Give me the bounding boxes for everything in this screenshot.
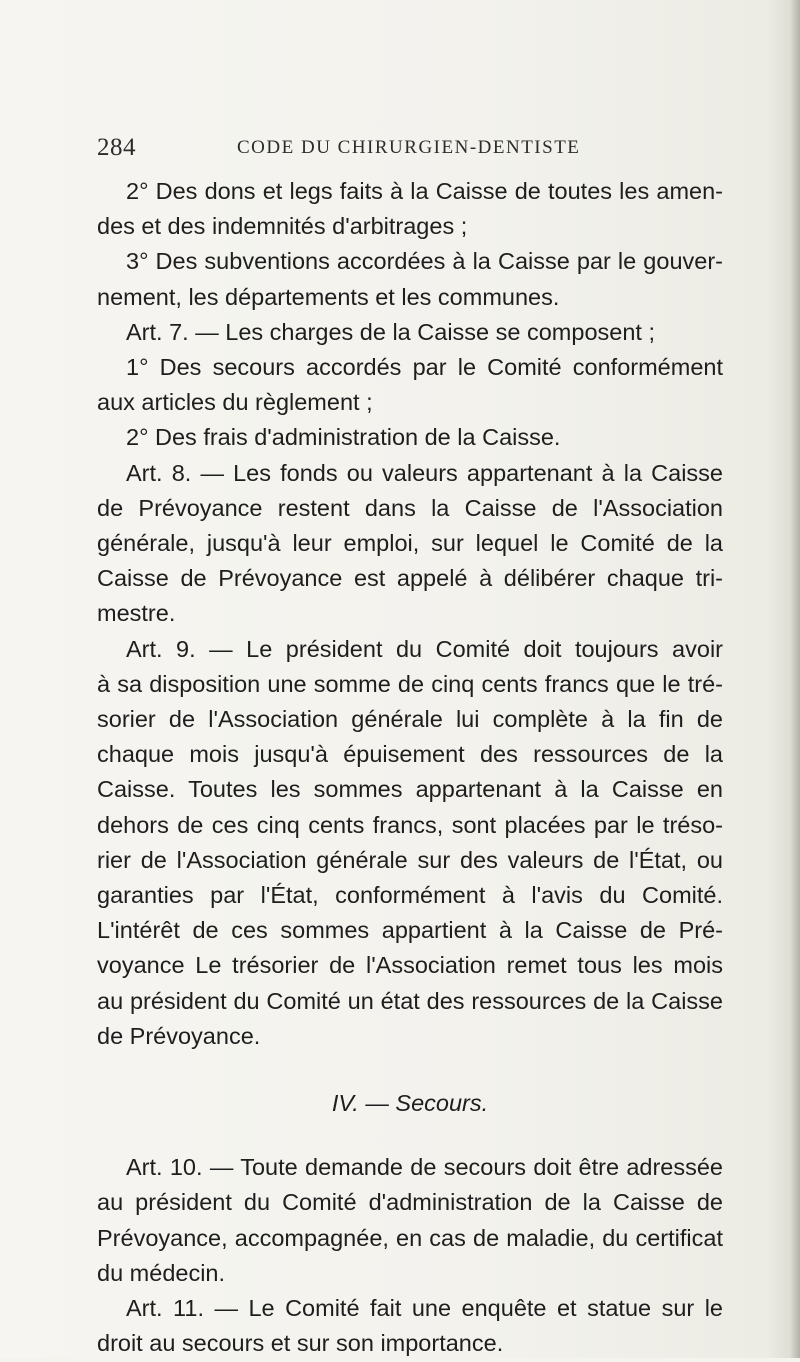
text-line: au président du Comité d'administration de la Caisse de xyxy=(97,1189,723,1216)
text-line: 2° Des frais d'administration de la Caisse. xyxy=(126,424,561,451)
text-line: à sa disposition une somme de cinq cents francs que le tré- xyxy=(97,670,723,697)
page-number: 284 xyxy=(97,134,136,161)
text-line: Art. 11. — Le Comité fait une enquête et statue sur le xyxy=(126,1295,723,1322)
text-line: droit au secours et sur son importance. xyxy=(97,1330,504,1357)
text-line: de Prévoyance restent dans la Caisse de l'Association xyxy=(97,494,723,521)
text-line: sorier de l'Association générale lui complète à la fin de xyxy=(97,706,723,733)
text-line: rier de l'Association générale sur des valeurs de l'État, ou xyxy=(97,846,723,873)
text-line: L'intérêt de ces sommes appartient à la Caisse de Pré- xyxy=(97,917,723,944)
page-edge-shadow xyxy=(790,0,800,1358)
text-line: Art. 9. — Le président du Comité doit toujours avoir xyxy=(126,635,723,662)
text-line: 2° Des dons et legs faits à la Caisse de toutes les amen- xyxy=(126,178,723,204)
text-line: garanties par l'État, conformément à l'avis du Comité. xyxy=(97,882,723,909)
text-line: du médecin. xyxy=(97,1259,226,1286)
text-line: de Prévoyance. xyxy=(97,1022,261,1049)
text-line: générale, jusqu'à leur emploi, sur lequel le Comité de la xyxy=(97,530,723,557)
text-line: Art. 8. — Les fonds ou valeurs appartenant à la Caisse xyxy=(126,459,723,486)
text-line: aux articles du règlement ; xyxy=(97,389,373,416)
text-line: Prévoyance, accompagnée, en cas de maladie, du certificat xyxy=(97,1224,723,1251)
text-line: des et des indemnités d'arbitrages ; xyxy=(97,213,468,240)
page-header xyxy=(97,134,697,164)
section-title: IV. — Secours. xyxy=(331,1090,489,1117)
text-line: mestre. xyxy=(97,600,176,627)
text-line: voyance Le trésorier de l'Association remet tous les mois xyxy=(97,952,723,979)
body-text xyxy=(97,174,723,1362)
running-head: CODE DU CHIRURGIEN-DENTISTE xyxy=(237,137,581,158)
text-line: dehors de ces cinq cents francs, sont placées par le tréso- xyxy=(97,811,723,838)
text-line: chaque mois jusqu'à épuisement des ressources de la xyxy=(97,741,723,768)
text-line: Caisse de Prévoyance est appelé à délibérer chaque tri- xyxy=(97,565,723,592)
text-line: Art. 10. — Toute demande de secours doit être adressée xyxy=(126,1154,723,1181)
text-line: Caisse. Toutes les sommes appartenant à la Caisse en xyxy=(97,776,723,803)
text-line: nement, les départements et les communes. xyxy=(97,283,560,310)
text-line: Art. 7. — Les charges de la Caisse se composent ; xyxy=(126,318,656,345)
text-line: 3° Des subventions accordées à la Caisse par le gouver- xyxy=(126,248,723,275)
text-line: au président du Comité un état des ressources de la Caisse xyxy=(97,987,723,1014)
text-line: 1° Des secours accordés par le Comité conformément xyxy=(126,354,723,381)
